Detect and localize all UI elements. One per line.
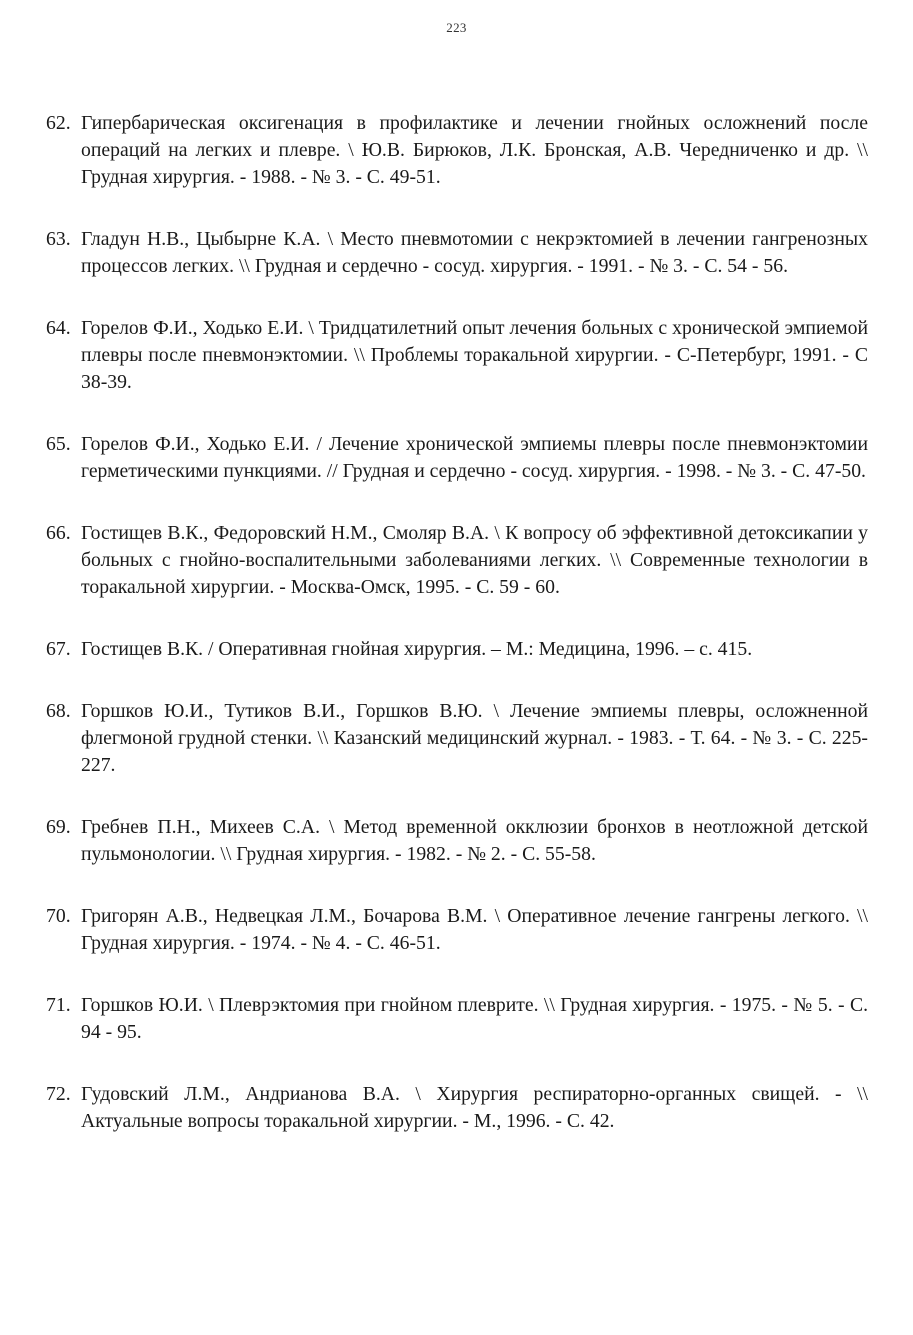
reference-number: 70. <box>46 905 71 927</box>
reference-text: Гладун Н.В., Цыбырне К.А. \ Место пневмотомии с некрэктомией в лечении гангренозных процессов легких. \\ Грудная и сердечно - сосуд. хирургия. - 1991. - № 3. - С. 54 - 56. <box>81 228 868 277</box>
reference-number: 72. <box>46 1083 71 1105</box>
reference-text: Гудовский Л.М., Андрианова В.А. \ Хирургия респираторно-органных свищей. - \\ Актуальные вопросы торакальной хирургии. - М., 1996. - С. 42. <box>81 1083 868 1132</box>
reference-text: Горшков Ю.И., Тутиков В.И., Горшков В.Ю. \ Лечение эмпиемы плевры, осложненной флегмоной грудной стенки. \\ Казанский медицинский журнал. - 1983. - Т. 64. - № 3. - С. 225-227. <box>81 700 868 776</box>
reference-item <box>46 903 868 957</box>
reference-number: 67. <box>46 638 71 660</box>
reference-list <box>46 110 868 1170</box>
reference-text: Горелов Ф.И., Ходько Е.И. \ Тридцатилетний опыт лечения больных с хронической эмпиемой плевры после пневмонэктомии. \\ Проблемы торакальной хирургии. - С-Петербург, 1991. - С 38-39. <box>81 317 868 393</box>
reference-number: 69. <box>46 816 71 838</box>
reference-text: Гипербарическая оксигенация в профилактике и лечении гнойных осложнений после операций на легких и плевре. \ Ю.В. Бирюков, Л.К. Бронская, А.В. Чередниченко и др. \\ Грудная хирургия. - 1988. - № 3. - С. 49-51. <box>81 112 868 188</box>
reference-item <box>46 110 868 191</box>
reference-item <box>46 814 868 868</box>
reference-item <box>46 636 868 663</box>
reference-text: Гостищев В.К., Федоровский Н.М., Смоляр В.А. \ К вопросу об эффективной детоксикапии у больных с гнойно-воспалительными заболеваниями легких. \\ Современные технологии в торакальной хирургии. - Москва-Омск, 1995. - С. 59 - 60. <box>81 522 868 598</box>
reference-number: 64. <box>46 317 71 339</box>
reference-text: Григорян А.В., Недвецкая Л.М., Бочарова В.М. \ Оперативное лечение гангрены легкого. \\ Грудная хирургия. - 1974. - № 4. - С. 46-51. <box>81 905 868 954</box>
reference-number: 62. <box>46 112 71 134</box>
reference-text: Горелов Ф.И., Ходько Е.И. / Лечение хронической эмпиемы плевры после пневмонэктомии герметическими пункциями. // Грудная и сердечно - сосуд. хирургия. - 1998. - № 3. - С. 47-50. <box>81 433 868 482</box>
reference-number: 71. <box>46 994 71 1016</box>
reference-item <box>46 520 868 601</box>
reference-text: Гребнев П.Н., Михеев С.А. \ Метод временной окклюзии бронхов в неотложной детской пульмонологии. \\ Грудная хирургия. - 1982. - № 2. - С. 55-58. <box>81 816 868 865</box>
reference-item <box>46 698 868 779</box>
reference-item <box>46 992 868 1046</box>
reference-item <box>46 226 868 280</box>
reference-item <box>46 315 868 396</box>
page-number: 223 <box>446 20 467 35</box>
reference-item <box>46 1081 868 1135</box>
reference-number: 68. <box>46 700 71 722</box>
reference-text: Гостищев В.К. / Оперативная гнойная хирургия. – М.: Медицина, 1996. – с. 415. <box>81 638 753 660</box>
reference-item <box>46 431 868 485</box>
reference-text: Горшков Ю.И. \ Плеврэктомия при гнойном плеврите. \\ Грудная хирургия. - 1975. - № 5. - С. 94 - 95. <box>81 994 868 1043</box>
reference-number: 66. <box>46 522 71 544</box>
reference-number: 65. <box>46 433 71 455</box>
reference-number: 63. <box>46 228 71 250</box>
